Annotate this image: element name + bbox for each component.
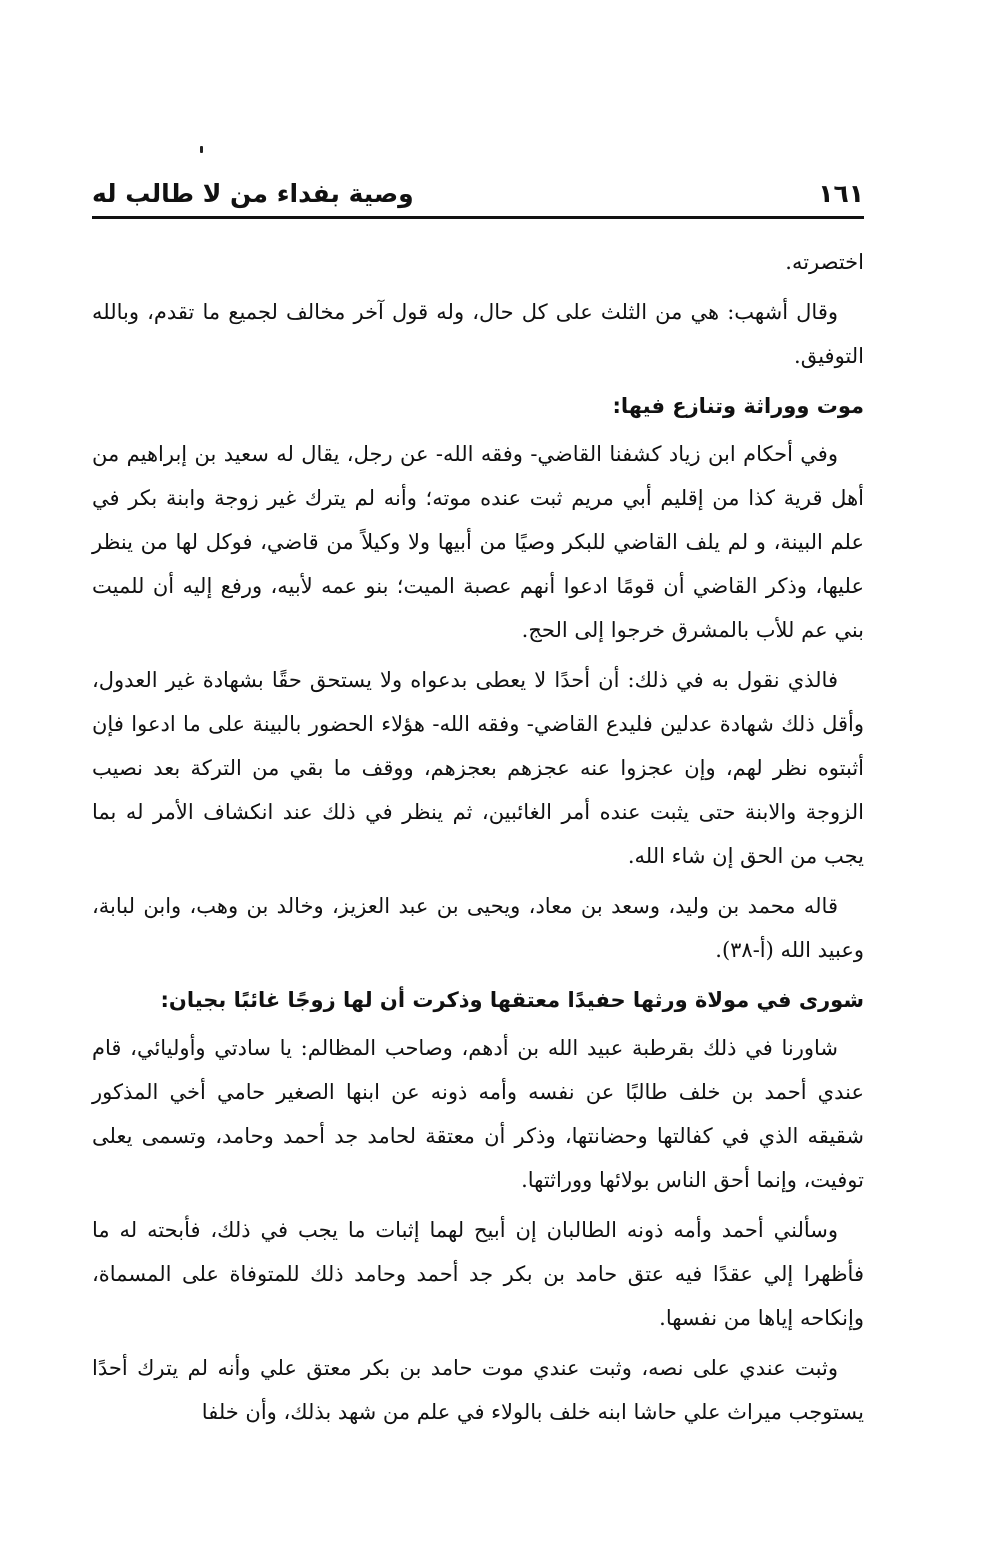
page-body xyxy=(92,240,864,1440)
ink-speck xyxy=(200,146,203,153)
paragraph-2: وقال أشهب: هي من الثلث على كل حال، وله قول آخر مخالف لجميع ما تقدم، وبالله التوفيق. xyxy=(92,300,864,368)
paragraph-8: وثبت عندي على نصه، وثبت عندي موت حامد بن بكر معتق علي وأنه لم يترك أحدًا يستوجب ميراث علي حاشا ابنه خلف بالولاء في علم من شهد بذلك، وأن خلفا xyxy=(92,1356,864,1424)
section-heading-1: موت ووراثة وتنازع فيها: xyxy=(612,394,864,418)
page-header xyxy=(92,168,864,210)
section-heading-2: شورى في مولاة ورثها حفيدًا معتقها وذكرت أن لها زوجًا غائبًا بجيان: xyxy=(160,988,864,1012)
paragraph-1: اختصرته. xyxy=(785,250,864,274)
paragraph-4: فالذي نقول به في ذلك: أن أحدًا لا يعطى بدعواه ولا يستحق حقًا بشهادة غير العدول، وأقل ذلك شهادة عدلين فليدع القاضي- وفقه الله- هؤلاء الحضور بالبينة على ما ادعوا فإن أثبتوه نظر لهم، وإن عجزوا عنه عجزهم بعجزهم، ووقف ما بقي من التركة بعد نصيب الزوجة والابنة حتى يثبت عنده أمر الغائبين، ثم ينظر في ذلك عند انكشاف الأمر له بما يجب من الحق إن شاء الله. xyxy=(92,668,864,868)
page-number: ١٦١ xyxy=(818,179,864,208)
paragraph-3: وفي أحكام ابن زياد كشفنا القاضي- وفقه الله- عن رجل، يقال له سعيد بن إبراهيم من أهل قرية كذا من إقليم أبي مريم ثبت عنده موته؛ وأنه لم يترك غير زوجة وابنة بكر في علم البينة، و لم يلف القاضي للبكر وصيًا من أبيها ولا وكيلاً من قاضي، فوكل لها من ينظر عليها، وذكر القاضي أن قومًا ادعوا أنهم عصبة الميت؛ بنو عمه لأبيه، ورفع إليه أن للميت بني عم للأب بالمشرق خرجوا إلى الحج. xyxy=(92,442,864,642)
paragraph-5: قاله محمد بن وليد، وسعد بن معاد، ويحيى بن عبد العزيز، وخالد بن وهب، وابن لبابة، وعبيد الله (أ-٣٨). xyxy=(92,894,864,962)
running-title: وصية بفداء من لا طالب له xyxy=(92,179,414,208)
paragraph-6: شاورنا في ذلك بقرطبة عبيد الله بن أدهم، وصاحب المظالم: يا سادتي وأوليائي، قام عندي أحمد بن خلف طالبًا عن نفسه وأمه ذونه عن ابنها الصغير حامي أخي المذكور شقيقه الذي في كفالتها وحضانتها، وذكر أن معتقة لحامد جد أحمد وحامد، وتسمى يعلى توفيت، وإنما أحق الناس بولائها ووراثتها. xyxy=(92,1036,864,1192)
header-rule xyxy=(92,216,864,219)
paragraph-7: وسألني أحمد وأمه ذونه الطالبان إن أبيح لهما إثبات ما يجب في ذلك، فأبحته له ما فأظهرا إلي عقدًا فيه عتق حامد بن بكر جد أحمد وحامد ذلك للمتوفاة على المسماة، وإنكاحه إياها من نفسها. xyxy=(92,1218,864,1330)
